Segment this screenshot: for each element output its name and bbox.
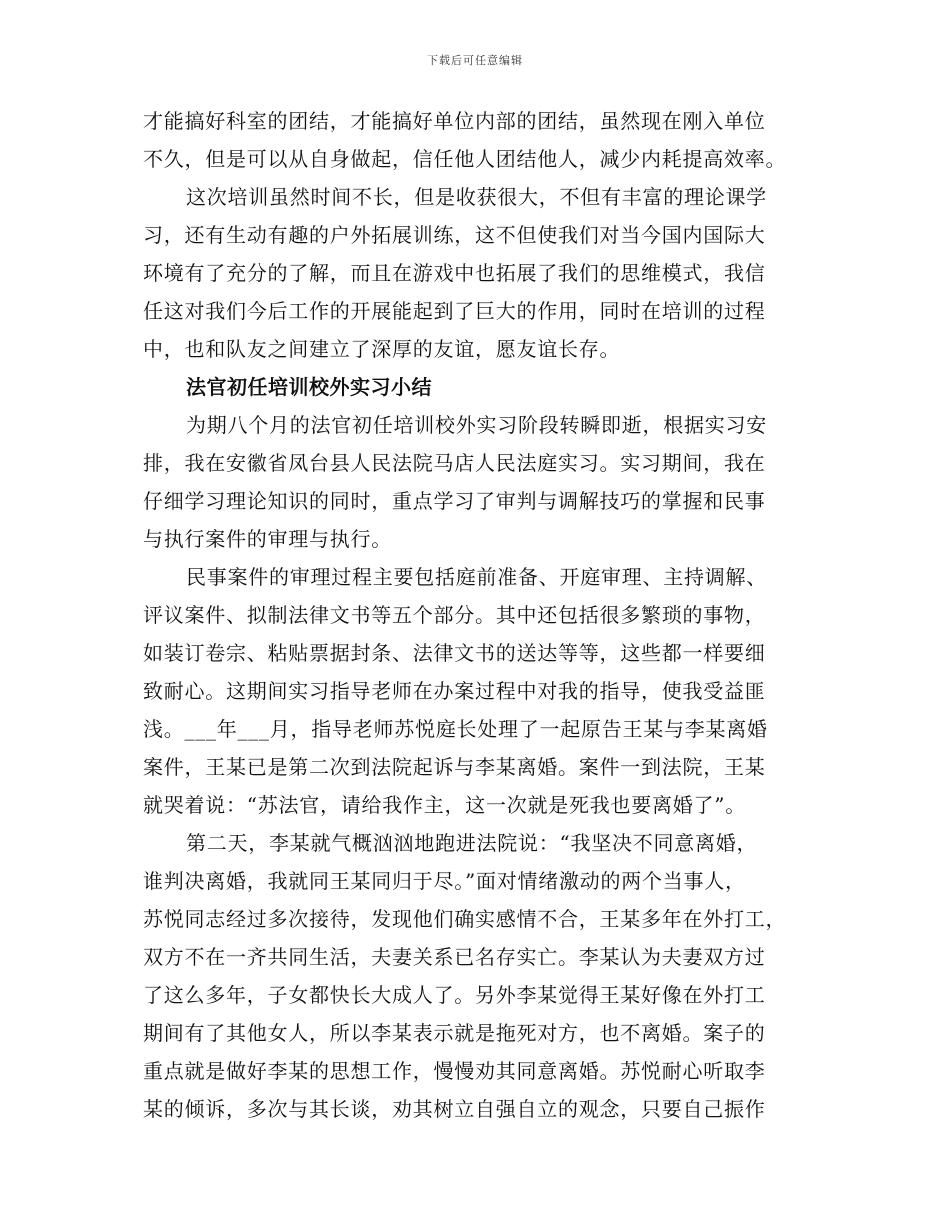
text-line: 排，我在安徽省凤台县人民法院马店人民法庭实习。实习期间，我在 <box>143 451 766 475</box>
text-line: 仔细学习理论知识的同时，重点学习了审判与调解技巧的掌握和民事 <box>143 489 766 513</box>
text-line: 任这对我们今后工作的开展能起到了巨大的作用，同时在培训的过程 <box>143 299 766 323</box>
text-line: 如装订卷宗、粘贴票据封条、法律文书的送达等等，这些都一样要细 <box>143 641 766 665</box>
document-body <box>143 102 823 1128</box>
text-line: 不久，但是可以从自身做起，信任他人团结他人，减少内耗提高效率。 <box>143 147 787 171</box>
page-header: 下载后可任意编辑 <box>427 54 523 67</box>
section-heading: 法官初任培训校外实习小结 <box>186 375 432 399</box>
text-line: 致耐心。这期间实习指导老师在办案过程中对我的指导，使我受益匪 <box>143 679 766 703</box>
text-line: 就哭着说：“苏法官，请给我作主，这一次就是死我也要离婚了”。 <box>143 793 746 817</box>
text-line: 案件，王某已是第二次到法院起诉与李某离婚。案件一到法院，王某 <box>143 755 766 779</box>
text-line: 了这么多年，子女都快长大成人了。另外李某觉得王某好像在外打工 <box>143 983 766 1007</box>
text-line: 第二天，李某就气概汹汹地跑进法院说：“我坚决不同意离婚， <box>186 831 758 855</box>
text-line: 重点就是做好李某的思想工作，慢慢劝其同意离婚。苏悦耐心听取李 <box>143 1059 766 1083</box>
text-line: 期间有了其他女人，所以李某表示就是拖死对方，也不离婚。案子的 <box>143 1021 766 1045</box>
text-line: 苏悦同志经过多次接待，发现他们确实感情不合，王某多年在外打工， <box>143 907 787 931</box>
text-line: 这次培训虽然时间不长，但是收获很大，不但有丰富的理论课学 <box>186 185 767 209</box>
text-line: 才能搞好科室的团结，才能搞好单位内部的团结，虽然现在刚入单位 <box>143 109 766 133</box>
text-line: 环境有了充分的了解，而且在游戏中也拓展了我们的思维模式，我信 <box>143 261 766 285</box>
text-line: 双方不在一齐共同生活，夫妻关系已名存实亡。李某认为夫妻双方过 <box>143 945 766 969</box>
text-line: 习，还有生动有趣的户外拓展训练，这不但使我们对当今国内国际大 <box>143 223 766 247</box>
text-line: 谁判决离婚，我就同王某同归于尽。”面对情绪激动的两个当事人， <box>143 869 746 893</box>
text-line: 民事案件的审理过程主要包括庭前准备、开庭审理、主持调解、 <box>186 565 767 589</box>
text-line: 某的倾诉，多次与其长谈，劝其树立自强自立的观念，只要自己振作 <box>143 1097 766 1121</box>
text-line: 中，也和队友之间建立了深厚的友谊，愿友谊长存。 <box>143 337 621 361</box>
text-line: 与执行案件的审理与执行。 <box>143 527 392 551</box>
text-line: 评议案件、拟制法律文书等五个部分。其中还包括很多繁琐的事物， <box>143 603 766 627</box>
text-line: 浅。___年___月，指导老师苏悦庭长处理了一起原告王某与李某离婚 <box>143 717 768 741</box>
text-line: 为期八个月的法官初任培训校外实习阶段转瞬即逝，根据实习安 <box>186 413 767 437</box>
